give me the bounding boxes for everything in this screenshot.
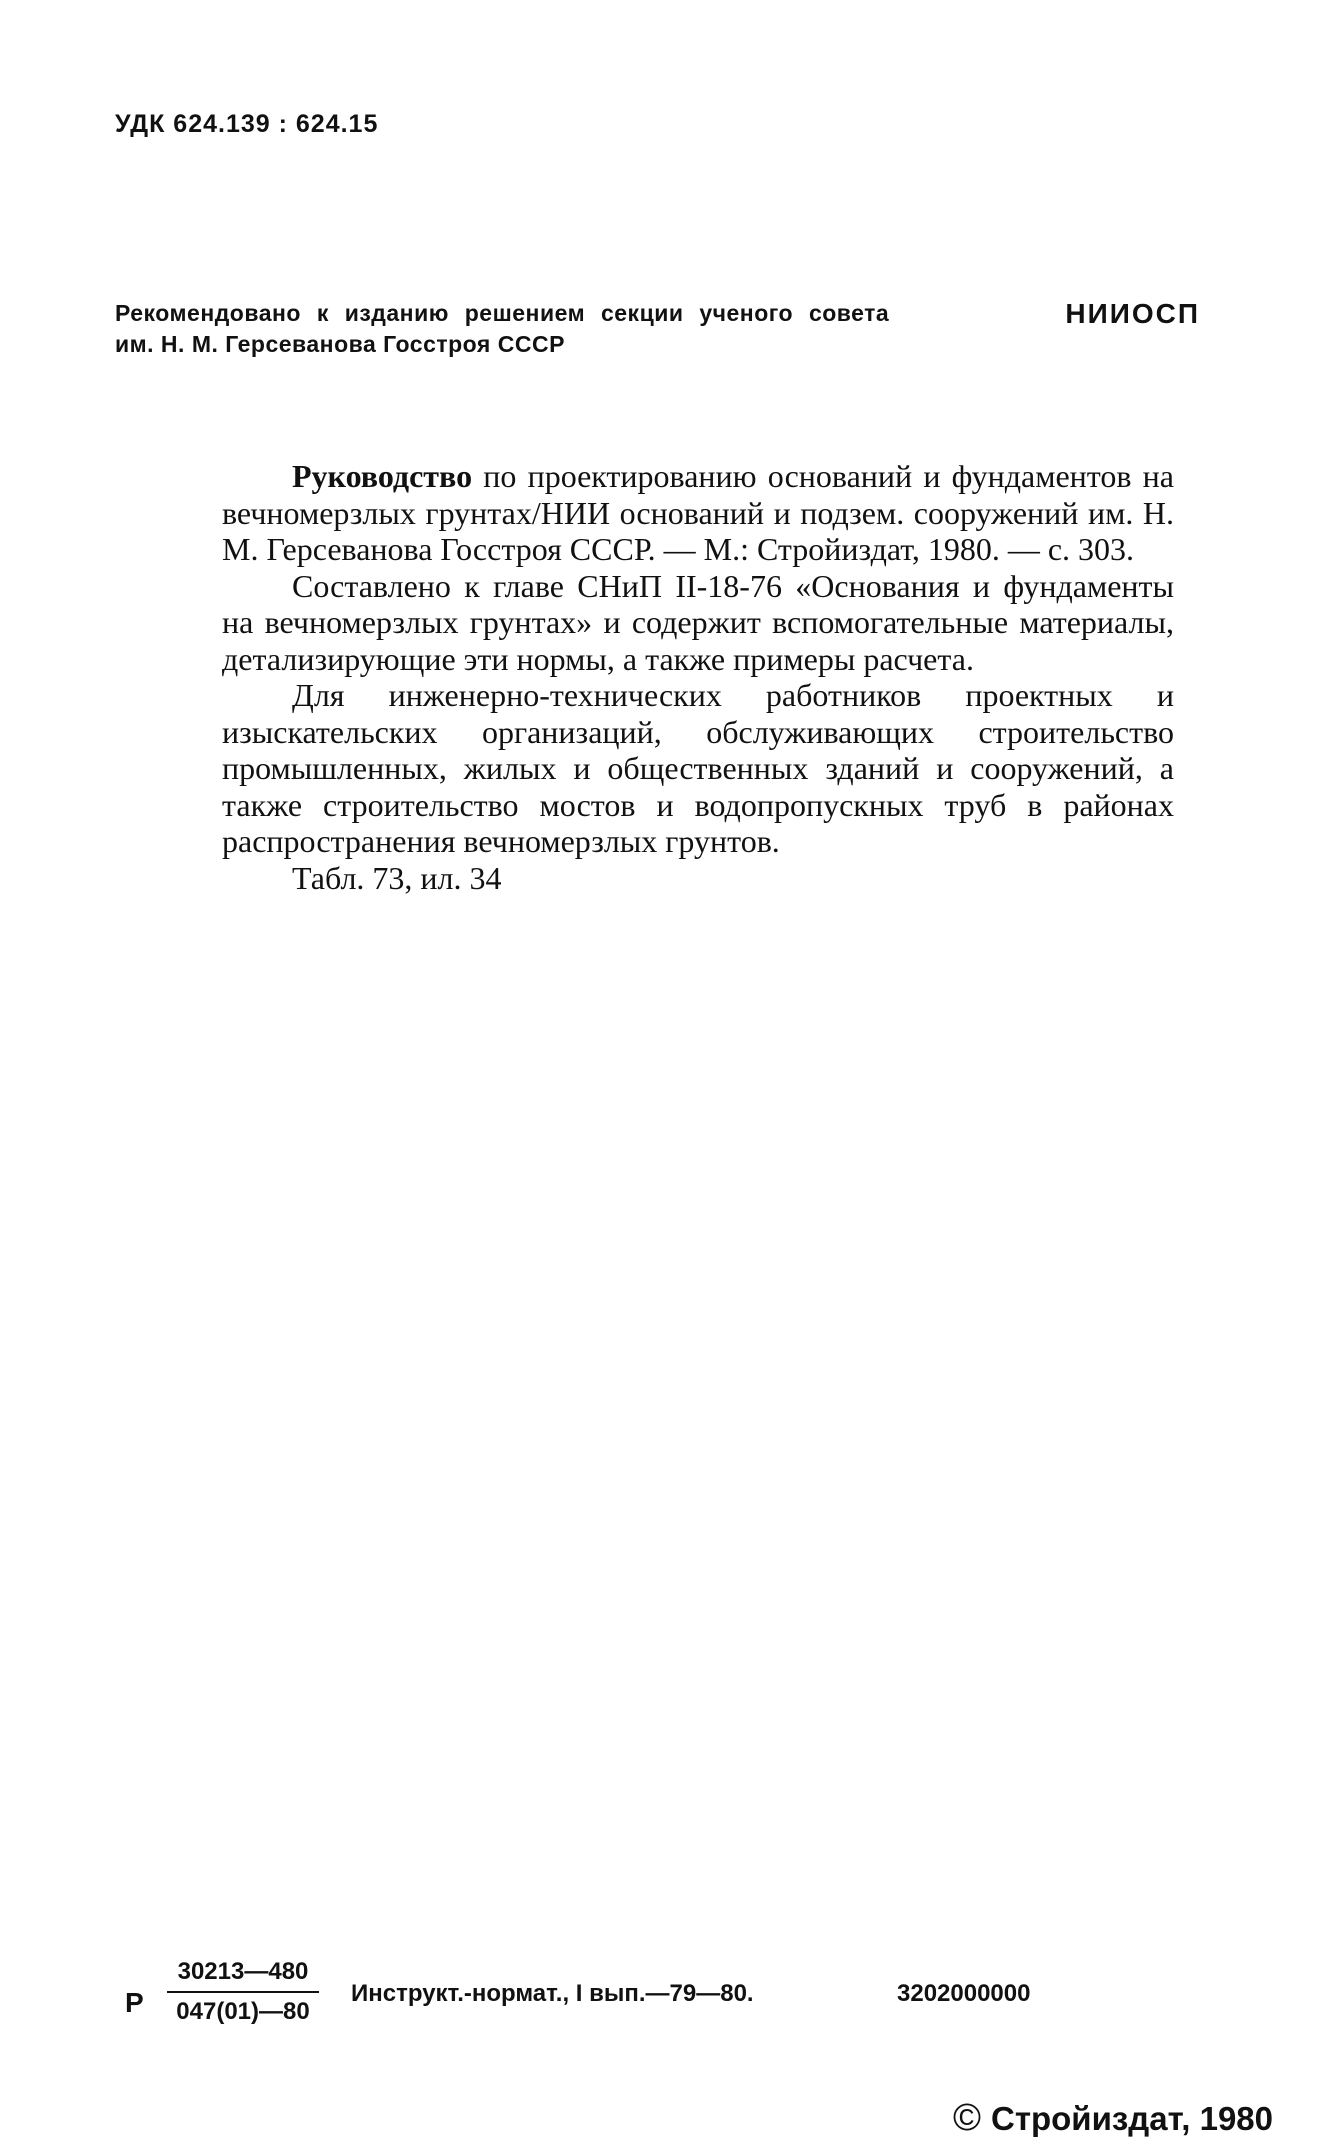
book-title: Руководство	[292, 458, 473, 494]
copyright-notice	[953, 2097, 1273, 2140]
instruction-info: Инструкт.-нормат., I вып.—79—80.	[351, 1980, 754, 2007]
tables-figures-count: Табл. 73, ил. 34	[292, 859, 502, 896]
fraction-numerator: 30213—480	[177, 1958, 309, 1985]
institute-abbreviation: НИИОСП	[1065, 298, 1200, 329]
imprint-line	[115, 1955, 1215, 2045]
recommendation-line-2: им. Н. М. Герсеванова Госстроя СССР	[115, 331, 565, 357]
fraction-denominator: 047(01)—80	[176, 1998, 310, 2025]
abstract-paragraph-citation	[222, 458, 1174, 568]
publication-code: 3202000000	[897, 1980, 1031, 2007]
imprint-fraction	[167, 1955, 319, 2029]
copyright-symbol: ©	[953, 2097, 981, 2139]
citation-text: по проектированию оснований и фундаментов на вечномерзлых грунтах/НИИ оснований и подзем. сооружений им. Н. М. Герсеванова Госстроя СССР. — М.: Стройиздат, 1980. — с. 303.	[222, 458, 1174, 567]
abstract-paragraph-audience: Для инженерно-технических работников проектных и изыскательских организаций, обслуживающих строительство промышленных, жилых и общественных зданий и сооружений, а также строительство мостов и водопропускных труб в районах распространения вечномерзлых грунтов.	[222, 677, 1174, 859]
recommendation-line-1	[115, 298, 1200, 329]
udc-code: УДК 624.139 : 624.15	[115, 110, 379, 138]
bibliographic-abstract	[222, 458, 1174, 896]
copyright-text: Стройиздат, 1980	[991, 2100, 1274, 2137]
recommendation-text: Рекомендовано к изданию решением секции ученого совета	[115, 300, 890, 326]
abstract-paragraph-scope: Составлено к главе СНиП II-18-76 «Основания и фундаменты на вечномерзлых грунтах» и содержит вспомогательные материалы, детализирующие эти нормы, а также примеры расчета.	[222, 567, 1174, 677]
publication-recommendation	[115, 298, 1200, 360]
imprint-letter: Р	[125, 1987, 144, 2018]
fraction-bar	[167, 1991, 319, 1993]
